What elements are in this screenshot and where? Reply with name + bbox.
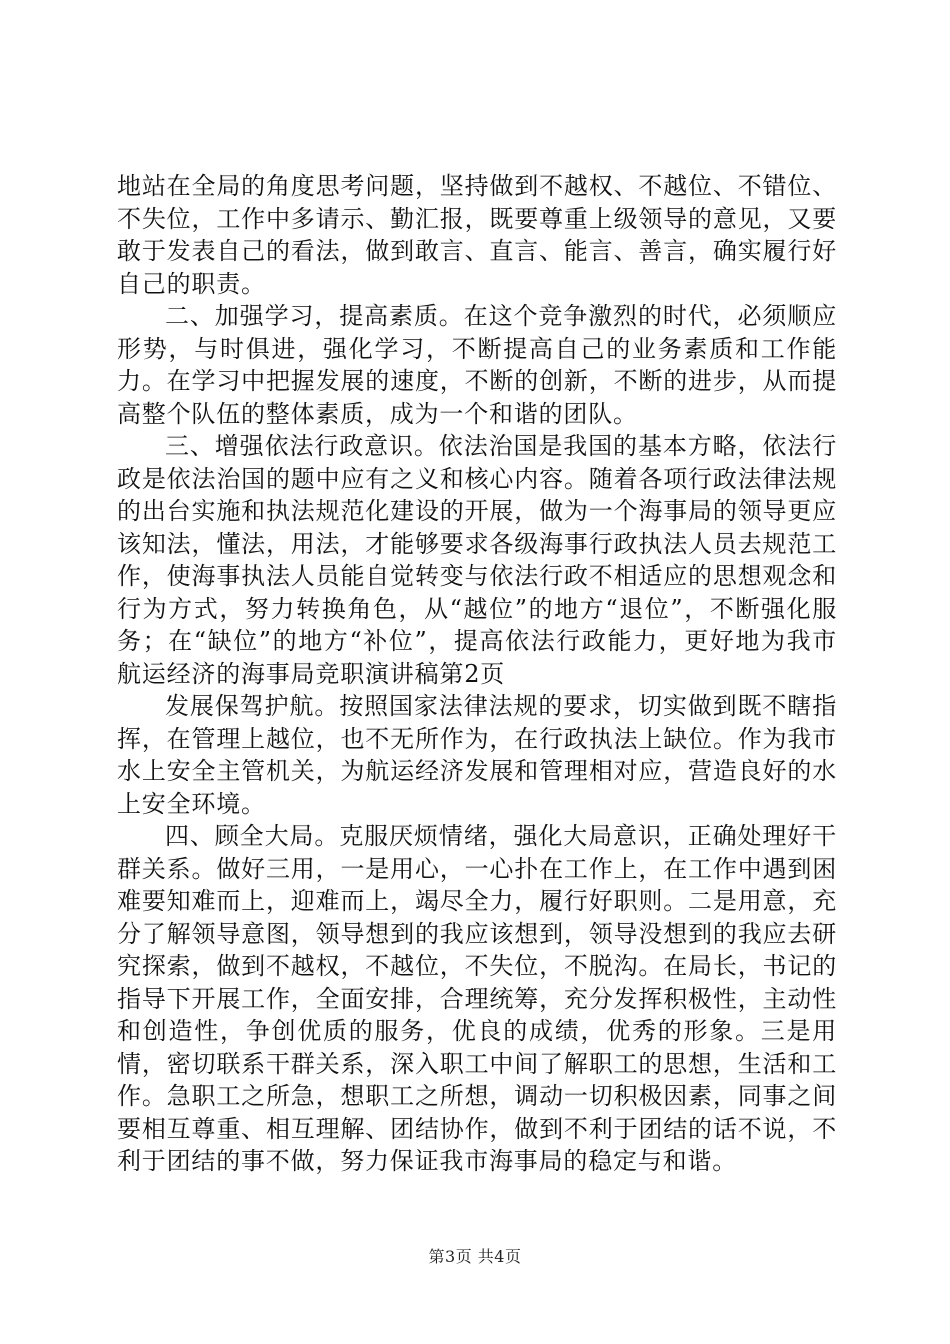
paragraph-law: 三、增强依法行政意识。依法治国是我国的基本方略，依法行政是依法治国的题中应有之义和核心内容。随着各项行政法律法规的出台实施和执法规范化建设的开展，做为一个海事局的领导更应该知法，懂法，用法，才能够要求各级海事行政执法人员去规范工作，使海事执法人员能自觉转变与依法行政不相适应的思想观念和行为方式，努力转换角色，从“越位”的地方“退位”，不断强化服务；在“缺位”的地方“补位”，提高依法行政能力，更好地为我市航运经济的海事局竞职演讲稿第2页 xyxy=(117,432,837,688)
paragraph-escort: 发展保驾护航。按照国家法律法规的要求，切实做到既不瞎指挥，在管理上越位，也不无所作为，在行政执法上缺位。作为我市水上安全主管机关，为航运经济发展和管理相对应，营造良好的水上安全环境。 xyxy=(117,692,837,818)
paragraph-overall: 四、顾全大局。克服厌烦情绪，强化大局意识，正确处理好干群关系。做好三用，一是用心，一心扑在工作上，在工作中遇到困难要知难而上，迎难而上，竭尽全力，履行好职则。二是用意，充分了解领导意图，领导想到的我应该想到，领导没想到的我应去研究探索，做到不越权，不越位，不失位，不脱沟。在局长，书记的指导下开展工作，全面安排，合理统筹，充分发挥积极性，主动性和创造性，争创优质的服务，优良的成绩，优秀的形象。三是用情，密切联系干群关系，深入职工中间了解职工的思想，生活和工作。急职工之所急，想职工之所想，调动一切积极因素，同事之间要相互尊重、相互理解、团结协作，做到不利于团结的话不说，不利于团结的事不做，努力保证我市海事局的稳定与和谐。 xyxy=(117,822,837,1175)
paragraph-study: 二、加强学习，提高素质。在这个竞争激烈的时代，必须顺应形势，与时俱进，强化学习，不断提高自己的业务素质和工作能力。在学习中把握发展的速度，不断的创新，不断的进步，从而提高整个队伍的整体素质，成为一个和谐的团队。 xyxy=(117,302,837,428)
page-footer: 第3页 共4页 xyxy=(428,1247,522,1266)
paragraph-continuation: 地站在全局的角度思考问题，坚持做到不越权、不越位、不错位、不失位，工作中多请示、勤汇报，既要尊重上级领导的意见，又要敢于发表自己的看法，做到敢言、直言、能言、善言，确实履行好自己的职责。 xyxy=(117,172,837,298)
document-body xyxy=(117,170,837,1178)
